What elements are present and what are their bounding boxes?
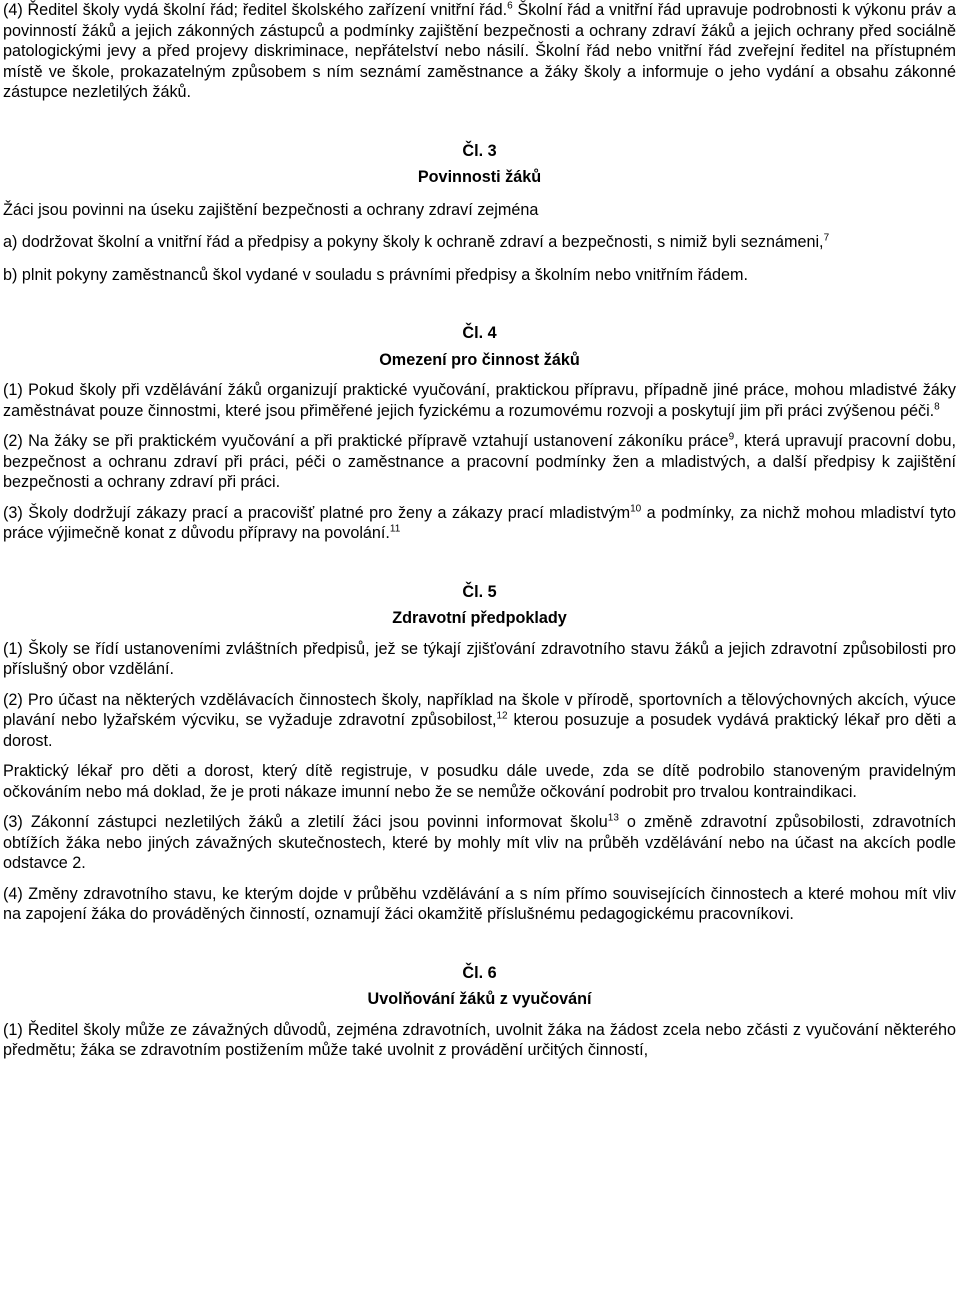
paragraph-text: (4) Ředitel školy vydá školní řád; ředitel školského zařízení vnitřní řád. bbox=[3, 1, 508, 19]
paragraph bbox=[3, 380, 956, 421]
paragraph-text: , která upravují pracovní dobu, bezpečnost a ochranu zdraví při práci, péči o zaměstnance a pracovní podmínky žen a mladistvých, a další předpisy k zajištění bezpečnosti a ochrany zdraví při práci. bbox=[3, 432, 956, 491]
article-number: Čl. 3 bbox=[462, 141, 497, 160]
paragraph: (1) Školy se řídí ustanoveními zvláštních předpisů, jež se týkají zjišťování zdravotního stavu žáků a jejich zdravotní způsobilosti pro příslušný obor vzdělání. bbox=[3, 639, 956, 678]
article-title: Omezení pro činnost žáků bbox=[379, 350, 580, 369]
footnote-ref: 9 bbox=[728, 431, 735, 443]
paragraph bbox=[3, 690, 956, 752]
footnote-ref: 6 bbox=[507, 0, 513, 12]
article-title: Zdravotní předpoklady bbox=[392, 609, 567, 627]
footnote-ref: 8 bbox=[934, 401, 940, 413]
paragraph bbox=[3, 431, 956, 493]
article-title: Povinnosti žáků bbox=[417, 168, 542, 186]
paragraph-text: o změně zdravotní způsobilosti, zdravotních obtížích žáka nebo jiných závažných skutečnostech, které by mohly mít vliv na průběh vzdělávání nebo na účast na akcích podle odstavce 2. bbox=[3, 813, 956, 872]
paragraph-text: Školní řád a vnitřní řád upravuje podrobnosti k výkonu práv a povinností žáků a jejich zákonných zástupců a podmínky zajištění bezpečnosti a ochrany zdraví žáků a jejich ochrany před sociálně patologickými jevy a před projevy diskriminace, nepřátelství nebo násilí. Školní řád nebo vnitřní řád zveřejní ředitel na přístupném místě ve škole, prokazatelným způsobem s ním seznámí zaměstnance a žáky školy a informuje o jeho vydání a obsahu zákonné zástupce nezletilých žáků. bbox=[3, 1, 956, 101]
article-number: Čl. 6 bbox=[462, 963, 497, 982]
paragraph: Žáci jsou povinni na úseku zajištění bezpečnosti a ochrany zdraví zejména bbox=[3, 200, 539, 219]
paragraph: Praktický lékař pro děti a dorost, který dítě registruje, v posudku dále uvede, zda se dítě podrobilo stanoveným pravidelným očkováním nebo má doklad, že je proti nákaze imunní nebo že se nemůže očkování podrobit pro trvalou kontraindikaci. bbox=[3, 762, 956, 801]
footnote-ref: 12 bbox=[496, 710, 508, 722]
paragraph bbox=[3, 503, 956, 544]
list-item-b: b) plnit pokyny zaměstnanců škol vydané v souladu s právními předpisy a školním nebo vnitřním řádem. bbox=[3, 265, 748, 284]
footnote-ref: 7 bbox=[823, 232, 830, 244]
footnote-ref: 10 bbox=[630, 503, 642, 515]
paragraph: (1) Ředitel školy může ze závažných důvodů, zejména zdravotních, uvolnit žáka na žádost zcela nebo zčásti z vyučování některého předmětu; žáka se zdravotním postižením může také uvolnit z provádění určitých činností, bbox=[3, 1020, 956, 1059]
article-number: Čl. 5 bbox=[462, 582, 497, 601]
footnote-ref: 13 bbox=[607, 812, 619, 824]
paragraph bbox=[3, 812, 956, 874]
paragraph-text: kterou posuzuje a posudek vydává praktický lékař pro děti a dorost. bbox=[3, 711, 956, 750]
list-item-a bbox=[3, 232, 956, 253]
paragraph-text: (2) Pro účast na některých vzdělávacích činnostech školy, například na škole v přírodě, sportovních a tělovýchovných akcích, výuce plavání nebo lyžařském výcviku, se vyžaduje zdravotní způsobilost, bbox=[3, 690, 956, 729]
footnote-ref: 11 bbox=[389, 523, 401, 535]
paragraph-text: (1) Pokud školy při vzdělávání žáků organizují praktické vyučování, praktickou přípravu, případně jiné práce, mohou mladistvé žáky zaměstnávat pouze činnostmi, které jsou přiměřené jejich fyzickému a rozumovému rozvoji a poskytují jim při práci zvýšenou péči. bbox=[3, 381, 956, 420]
paragraph-text: (3) Školy dodržují zákazy prací a pracovišť platné pro ženy a zákazy prací mladistvým bbox=[3, 503, 631, 522]
paragraph-text: (2) Na žáky se při praktickém vyučování a při praktické přípravě vztahují ustanovení zákoníku práce bbox=[3, 432, 729, 450]
article-number: Čl. 4 bbox=[462, 324, 497, 342]
article-title: Uvolňování žáků z vyučování bbox=[367, 990, 592, 1008]
paragraph-school-rules bbox=[3, 0, 956, 103]
paragraph: (4) Změny zdravotního stavu, ke kterým dojde v průběhu vzdělávání a s ním přímo souvisejících činnostech a které mohou mít vliv na zapojení žáka do prováděných činností, oznamují žáci okamžitě příslušnému pedagogickému pracovníkovi. bbox=[3, 884, 956, 923]
paragraph-text: a podmínky, za nichž mohou mladiství tyto práce výjimečně konat z důvodu přípravy na povolání. bbox=[3, 503, 956, 542]
paragraph-text: (3) Zákonní zástupci nezletilých žáků a zletilí žáci jsou povinni informovat školu bbox=[3, 813, 608, 831]
list-item-text: a) dodržovat školní a vnitřní řád a předpisy a pokyny školy k ochraně zdraví a bezpečnosti, s nimiž byli seznámeni, bbox=[3, 233, 824, 251]
document-page bbox=[3, 0, 956, 1061]
